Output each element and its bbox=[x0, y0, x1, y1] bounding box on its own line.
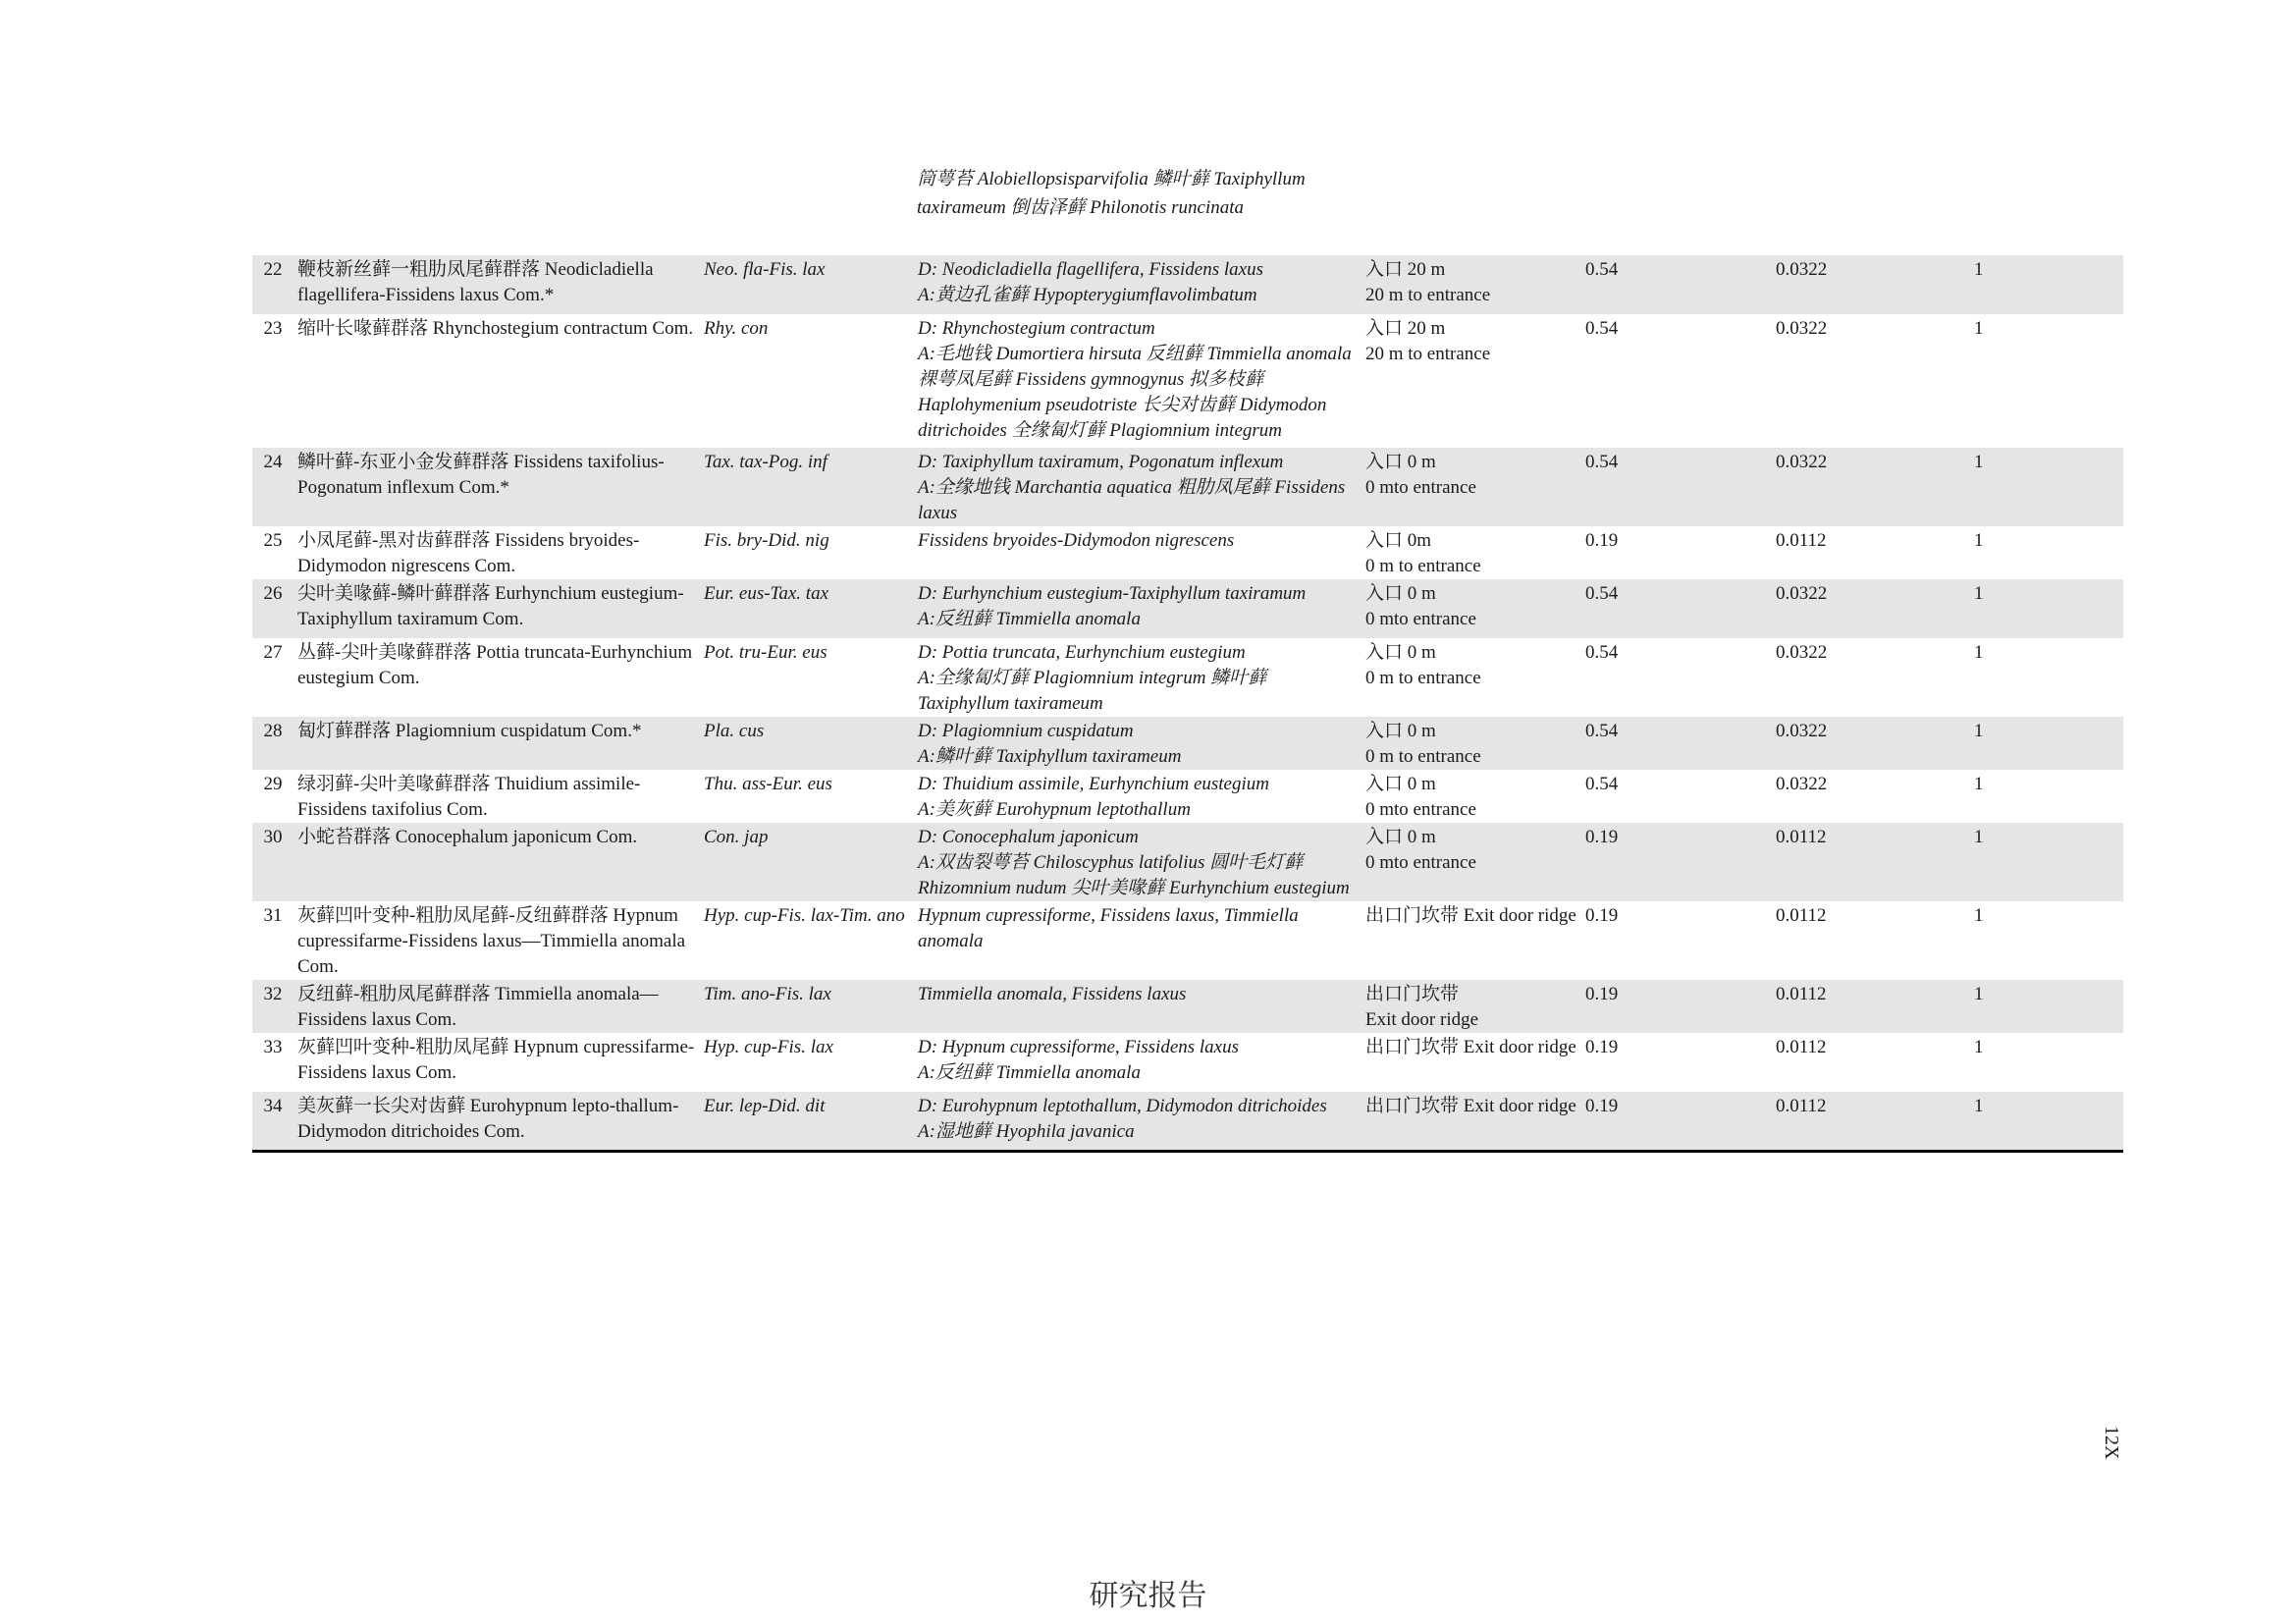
value-relative: 0.0112 bbox=[1772, 823, 1970, 901]
table-row bbox=[252, 823, 2123, 901]
location-line: 20 m to entrance bbox=[1365, 285, 1491, 305]
community-name: 美灰藓一长尖对齿藓 Eurohypnum lepto-thallum-Didymodon ditrichoides Com. bbox=[294, 1092, 700, 1151]
row-number: 33 bbox=[263, 1037, 283, 1057]
value-count: 1 bbox=[1970, 823, 2123, 901]
continuation-species-text: 筒萼苔 Alobiellopsisparvifolia 鳞叶藓 Taxiphyllum taxirameum 倒齿泽藓 Philonotis runcinata bbox=[917, 169, 1306, 218]
footer-title: 研究报告 bbox=[1089, 1579, 1207, 1613]
table-row bbox=[252, 717, 2123, 770]
species-line: D: Thuidium assimile, Eurhynchium eustegium bbox=[918, 774, 1269, 794]
value-relative: 0.0322 bbox=[1772, 448, 1970, 526]
value-relative: 0.0322 bbox=[1776, 318, 1828, 339]
value-relative: 0.0322 bbox=[1776, 774, 1828, 794]
value-frequency: 0.19 bbox=[1585, 530, 1619, 551]
species-line: D: Taxiphyllum taxiramum, Pogonatum inflexum bbox=[918, 452, 1284, 472]
species-composition bbox=[914, 579, 1362, 638]
value-frequency: 0.19 bbox=[1585, 905, 1619, 926]
sampling-location bbox=[1362, 255, 1581, 314]
value-frequency: 0.54 bbox=[1585, 642, 1619, 663]
location-line: 入口 0 m bbox=[1365, 583, 1436, 604]
row-number: 22 bbox=[252, 255, 294, 314]
value-frequency: 0.54 bbox=[1581, 448, 1772, 526]
sampling-location bbox=[1362, 901, 1581, 980]
value-count: 1 bbox=[1974, 530, 1984, 551]
value-relative: 0.0322 bbox=[1772, 255, 1970, 314]
community-abbreviation: Tim. ano-Fis. lax bbox=[700, 980, 914, 1033]
side-page-label: 12X bbox=[2101, 1426, 2122, 1460]
value-count: 1 bbox=[1974, 1037, 1984, 1057]
sampling-location bbox=[1362, 770, 1581, 823]
location-line: 0 mto entrance bbox=[1365, 477, 1476, 498]
value-relative: 0.0322 bbox=[1776, 642, 1828, 663]
value-frequency: 0.19 bbox=[1581, 980, 1772, 1033]
row-number: 31 bbox=[263, 905, 283, 926]
species-line: D: Pottia truncata, Eurhynchium eustegium bbox=[918, 642, 1246, 663]
species-composition bbox=[914, 448, 1362, 526]
species-composition bbox=[914, 638, 1362, 717]
community-name: 小蛇苔群落 Conocephalum japonicum Com. bbox=[294, 823, 700, 901]
community-name: 鞭枝新丝藓一粗肋凤尾藓群落 Neodicladiella flagellifera-Fissidens laxus Com.* bbox=[294, 255, 700, 314]
row-number: 28 bbox=[252, 717, 294, 770]
sampling-location bbox=[1362, 638, 1581, 717]
location-line: 出口门坎带 Exit door ridge bbox=[1365, 1037, 1576, 1057]
table-row bbox=[252, 901, 2123, 980]
sampling-location bbox=[1362, 448, 1581, 526]
location-line: 出口门坎带 bbox=[1365, 984, 1460, 1004]
community-name: 灰藓凹叶变种-粗肋凤尾藓-反纽藓群落 Hypnum cupressifarme-Fissidens laxus—Timmiella anomala Com. bbox=[297, 905, 686, 977]
species-line: D: Neodicladiella flagellifera, Fissidens laxus bbox=[918, 259, 1263, 280]
value-relative: 0.0112 bbox=[1772, 1092, 1970, 1151]
table-row bbox=[252, 448, 2123, 526]
row-number: 25 bbox=[263, 530, 283, 551]
table-row bbox=[252, 1033, 2123, 1092]
table-row bbox=[252, 255, 2123, 314]
row-number: 26 bbox=[252, 579, 294, 638]
row-number: 24 bbox=[252, 448, 294, 526]
species-composition bbox=[914, 717, 1362, 770]
sampling-location bbox=[1362, 314, 1581, 448]
value-count: 1 bbox=[1974, 642, 1984, 663]
value-relative: 0.0322 bbox=[1772, 579, 1970, 638]
location-line: Exit door ridge bbox=[1365, 1009, 1479, 1030]
location-line: 入口 0 m bbox=[1365, 774, 1436, 794]
species-line: Timmiella anomala, Fissidens laxus bbox=[918, 984, 1187, 1004]
community-abbreviation: Eur. lep-Did. dit bbox=[700, 1092, 914, 1151]
row-number: 23 bbox=[263, 318, 283, 339]
row-number: 29 bbox=[263, 774, 283, 794]
value-frequency: 0.54 bbox=[1585, 774, 1619, 794]
sampling-location bbox=[1362, 717, 1581, 770]
community-abbreviation: Neo. fla-Fis. lax bbox=[700, 255, 914, 314]
table-row bbox=[252, 579, 2123, 638]
location-line: 20 m to entrance bbox=[1365, 344, 1491, 364]
location-line: 0 mto entrance bbox=[1365, 799, 1476, 820]
community-name: 鳞叶藓-东亚小金发藓群落 Fissidens taxifolius-Pogonatum inflexum Com.* bbox=[294, 448, 700, 526]
species-composition bbox=[914, 1033, 1362, 1092]
sampling-location bbox=[1362, 980, 1581, 1033]
value-count: 1 bbox=[1974, 905, 1984, 926]
species-line: A:全缘地钱 Marchantia aquatica 粗肋凤尾藓 Fissidens laxus bbox=[918, 477, 1346, 523]
sampling-location bbox=[1362, 823, 1581, 901]
community-table-body bbox=[252, 255, 2123, 1151]
species-composition bbox=[914, 980, 1362, 1033]
species-line: D: Eurohypnum leptothallum, Didymodon ditrichoides bbox=[918, 1096, 1327, 1116]
value-count: 1 bbox=[1970, 448, 2123, 526]
community-abbreviation: Fis. bry-Did. nig bbox=[704, 530, 829, 551]
table-row bbox=[252, 638, 2123, 717]
table-row bbox=[252, 314, 2123, 448]
species-composition bbox=[914, 1092, 1362, 1151]
value-relative: 0.0112 bbox=[1776, 530, 1827, 551]
species-composition bbox=[914, 255, 1362, 314]
sampling-location bbox=[1362, 526, 1581, 579]
location-line: 入口 20 m bbox=[1365, 259, 1446, 280]
row-number: 30 bbox=[252, 823, 294, 901]
species-line: D: Conocephalum japonicum bbox=[918, 827, 1139, 847]
species-line: A:反纽藓 Timmiella anomala bbox=[918, 609, 1141, 629]
species-composition bbox=[914, 770, 1362, 823]
community-name: 尖叶美喙藓-鳞叶藓群落 Eurhynchium eustegium-Taxiphyllum taxiramum Com. bbox=[294, 579, 700, 638]
community-name: 匐灯藓群落 Plagiomnium cuspidatum Com.* bbox=[294, 717, 700, 770]
location-line: 入口 0 m bbox=[1365, 452, 1436, 472]
community-table bbox=[252, 255, 2123, 1153]
sampling-location bbox=[1362, 1033, 1581, 1092]
location-line: 0 m to entrance bbox=[1365, 668, 1481, 688]
location-line: 0 mto entrance bbox=[1365, 852, 1476, 873]
sampling-location bbox=[1362, 1092, 1581, 1151]
species-line: A:反纽藓 Timmiella anomala bbox=[918, 1062, 1141, 1083]
community-name: 丛藓-尖叶美喙藓群落 Pottia truncata-Eurhynchium eustegium Com. bbox=[297, 642, 693, 688]
species-line: A:全缘匐灯藓 Plagiomnium integrum 鳞叶藓 Taxiphyllum taxirameum bbox=[918, 668, 1267, 714]
species-composition bbox=[914, 823, 1362, 901]
value-relative: 0.0112 bbox=[1776, 1037, 1827, 1057]
sampling-location bbox=[1362, 579, 1581, 638]
community-name: 绿羽藓-尖叶美喙藓群落 Thuidium assimile-Fissidens taxifolius Com. bbox=[297, 774, 641, 820]
community-abbreviation: Con. jap bbox=[700, 823, 914, 901]
value-frequency: 0.54 bbox=[1581, 717, 1772, 770]
community-abbreviation: Tax. tax-Pog. inf bbox=[700, 448, 914, 526]
community-name: 小凤尾藓-黑对齿藓群落 Fissidens bryoides-Didymodon nigrescens Com. bbox=[297, 530, 640, 576]
community-abbreviation: Thu. ass-Eur. eus bbox=[704, 774, 832, 794]
location-line: 入口 20 m bbox=[1365, 318, 1446, 339]
table-row bbox=[252, 770, 2123, 823]
location-line: 出口门坎带 Exit door ridge bbox=[1365, 905, 1576, 926]
location-line: 入口 0m bbox=[1365, 530, 1432, 551]
value-count: 1 bbox=[1970, 579, 2123, 638]
species-composition bbox=[914, 314, 1362, 448]
species-line: A:黄边孔雀藓 Hypopterygiumflavolimbatum bbox=[918, 285, 1257, 305]
value-frequency: 0.19 bbox=[1581, 823, 1772, 901]
row-number: 32 bbox=[252, 980, 294, 1033]
value-count: 1 bbox=[1970, 1092, 2123, 1151]
value-frequency: 0.54 bbox=[1585, 318, 1619, 339]
location-line: 入口 0 m bbox=[1365, 721, 1436, 741]
species-line: D: Plagiomnium cuspidatum bbox=[918, 721, 1134, 741]
species-line: D: Rhynchostegium contractum bbox=[918, 318, 1155, 339]
location-line: 0 m to entrance bbox=[1365, 556, 1481, 576]
community-name: 反纽藓-粗肋凤尾藓群落 Timmiella anomala—Fissidens laxus Com. bbox=[294, 980, 700, 1033]
species-line: Fissidens bryoides-Didymodon nigrescens bbox=[918, 530, 1235, 551]
value-relative: 0.0112 bbox=[1772, 980, 1970, 1033]
value-frequency: 0.19 bbox=[1585, 1037, 1619, 1057]
community-abbreviation: Rhy. con bbox=[704, 318, 769, 339]
value-relative: 0.0112 bbox=[1776, 905, 1827, 926]
table-row bbox=[252, 980, 2123, 1033]
value-relative: 0.0322 bbox=[1772, 717, 1970, 770]
value-count: 1 bbox=[1974, 318, 1984, 339]
value-frequency: 0.54 bbox=[1581, 255, 1772, 314]
location-line: 出口门坎带 Exit door ridge bbox=[1365, 1096, 1576, 1116]
community-abbreviation: Pla. cus bbox=[700, 717, 914, 770]
value-count: 1 bbox=[1974, 774, 1984, 794]
value-frequency: 0.54 bbox=[1581, 579, 1772, 638]
species-line: D: Eurhynchium eustegium-Taxiphyllum taxiramum bbox=[918, 583, 1307, 604]
table-row bbox=[252, 1092, 2123, 1151]
species-line: D: Hypnum cupressiforme, Fissidens laxus bbox=[918, 1037, 1240, 1057]
location-line: 入口 0 m bbox=[1365, 827, 1436, 847]
value-frequency: 0.19 bbox=[1581, 1092, 1772, 1151]
species-line: A:双齿裂萼苔 Chiloscyphus latifolius 圆叶毛灯藓 Rhizomnium nudum 尖叶美喙藓 Eurhynchium eustegium bbox=[918, 852, 1350, 898]
community-abbreviation: Pot. tru-Eur. eus bbox=[704, 642, 828, 663]
community-name: 缩叶长喙藓群落 Rhynchostegium contractum Com. bbox=[297, 318, 694, 339]
species-line: Hypnum cupressiforme, Fissidens laxus, Timmiella anomala bbox=[918, 905, 1299, 951]
row-number: 27 bbox=[263, 642, 283, 663]
species-composition bbox=[914, 526, 1362, 579]
location-line: 入口 0 m bbox=[1365, 642, 1436, 663]
value-count: 1 bbox=[1970, 717, 2123, 770]
species-line: A:美灰藓 Eurohypnum leptothallum bbox=[918, 799, 1191, 820]
species-line: A:湿地藓 Hyophila javanica bbox=[918, 1121, 1135, 1142]
community-name: 灰藓凹叶变种-粗肋凤尾藓 Hypnum cupressifarme-Fissidens laxus Com. bbox=[297, 1037, 695, 1083]
location-line: 0 mto entrance bbox=[1365, 609, 1476, 629]
species-line: A:鳞叶藓 Taxiphyllum taxirameum bbox=[918, 746, 1182, 767]
community-abbreviation: Eur. eus-Tax. tax bbox=[700, 579, 914, 638]
species-line: A:毛地钱 Dumortiera hirsuta 反纽藓 Timmiella anomala 裸萼凤尾藓 Fissidens gymnogynus 拟多枝藓 Haplohymenium pseudotriste 长尖对齿藓 Didymodon ditrichoides 全缘匐灯藓 Plagiomnium integrum bbox=[918, 344, 1352, 441]
value-count: 1 bbox=[1970, 980, 2123, 1033]
location-line: 0 m to entrance bbox=[1365, 746, 1481, 767]
community-abbreviation: Hyp. cup-Fis. lax bbox=[704, 1037, 833, 1057]
value-count: 1 bbox=[1970, 255, 2123, 314]
community-abbreviation: Hyp. cup-Fis. lax-Tim. ano bbox=[704, 905, 905, 926]
species-composition bbox=[914, 901, 1362, 980]
row-number: 34 bbox=[252, 1092, 294, 1151]
table-row bbox=[252, 526, 2123, 579]
